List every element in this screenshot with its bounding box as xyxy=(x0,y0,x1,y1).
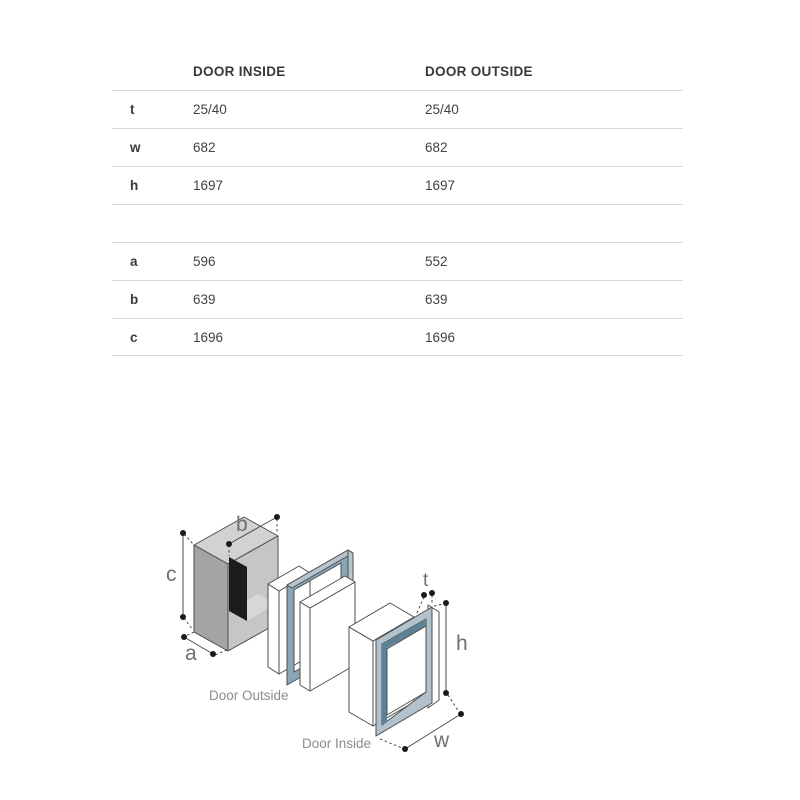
cabinet-opening xyxy=(229,557,247,621)
cell-value: 1697 xyxy=(425,178,456,193)
door-inside-caption: Door Inside xyxy=(302,736,372,751)
door-outside-caption: Door Outside xyxy=(209,688,289,703)
cell-value: 596 xyxy=(193,254,216,269)
row-label: a xyxy=(130,254,138,269)
row-label: c xyxy=(130,329,138,345)
cell-value: 25/40 xyxy=(193,102,227,117)
label-a: a xyxy=(185,642,197,665)
label-h: h xyxy=(456,632,468,655)
label-b: b xyxy=(236,513,248,536)
cell-value: 682 xyxy=(193,140,216,155)
cell-value: 552 xyxy=(425,254,448,269)
row-label: t xyxy=(130,102,135,117)
cell-value: 1696 xyxy=(425,329,456,345)
cell-value: 1696 xyxy=(193,329,224,345)
installation-diagram xyxy=(160,490,475,762)
table-row-c xyxy=(112,318,683,356)
table-header-row xyxy=(112,52,683,90)
dimensions-table xyxy=(112,52,683,356)
dimension-c xyxy=(166,530,193,630)
header-door-inside: DOOR INSIDE xyxy=(193,63,286,79)
row-label: b xyxy=(130,292,139,307)
header-door-outside: DOOR OUTSIDE xyxy=(425,63,533,79)
cell-value: 639 xyxy=(425,292,448,307)
isometric-drawing xyxy=(160,490,475,762)
cell-value: 25/40 xyxy=(425,102,459,117)
label-t: t xyxy=(423,570,429,591)
cell-value: 639 xyxy=(193,292,216,307)
table-row-b xyxy=(112,280,683,318)
label-w: w xyxy=(434,729,450,752)
table-row-h xyxy=(112,166,683,204)
row-label: h xyxy=(130,178,139,193)
table-row-w xyxy=(112,128,683,166)
cell-value: 1697 xyxy=(193,178,224,193)
label-c: c xyxy=(166,563,177,586)
cell-value: 682 xyxy=(425,140,448,155)
table-row-t xyxy=(112,90,683,128)
cabinet-cutout xyxy=(194,517,278,651)
table-row-a xyxy=(112,242,683,280)
table-spacer-row xyxy=(112,204,683,242)
row-label: w xyxy=(130,140,141,155)
